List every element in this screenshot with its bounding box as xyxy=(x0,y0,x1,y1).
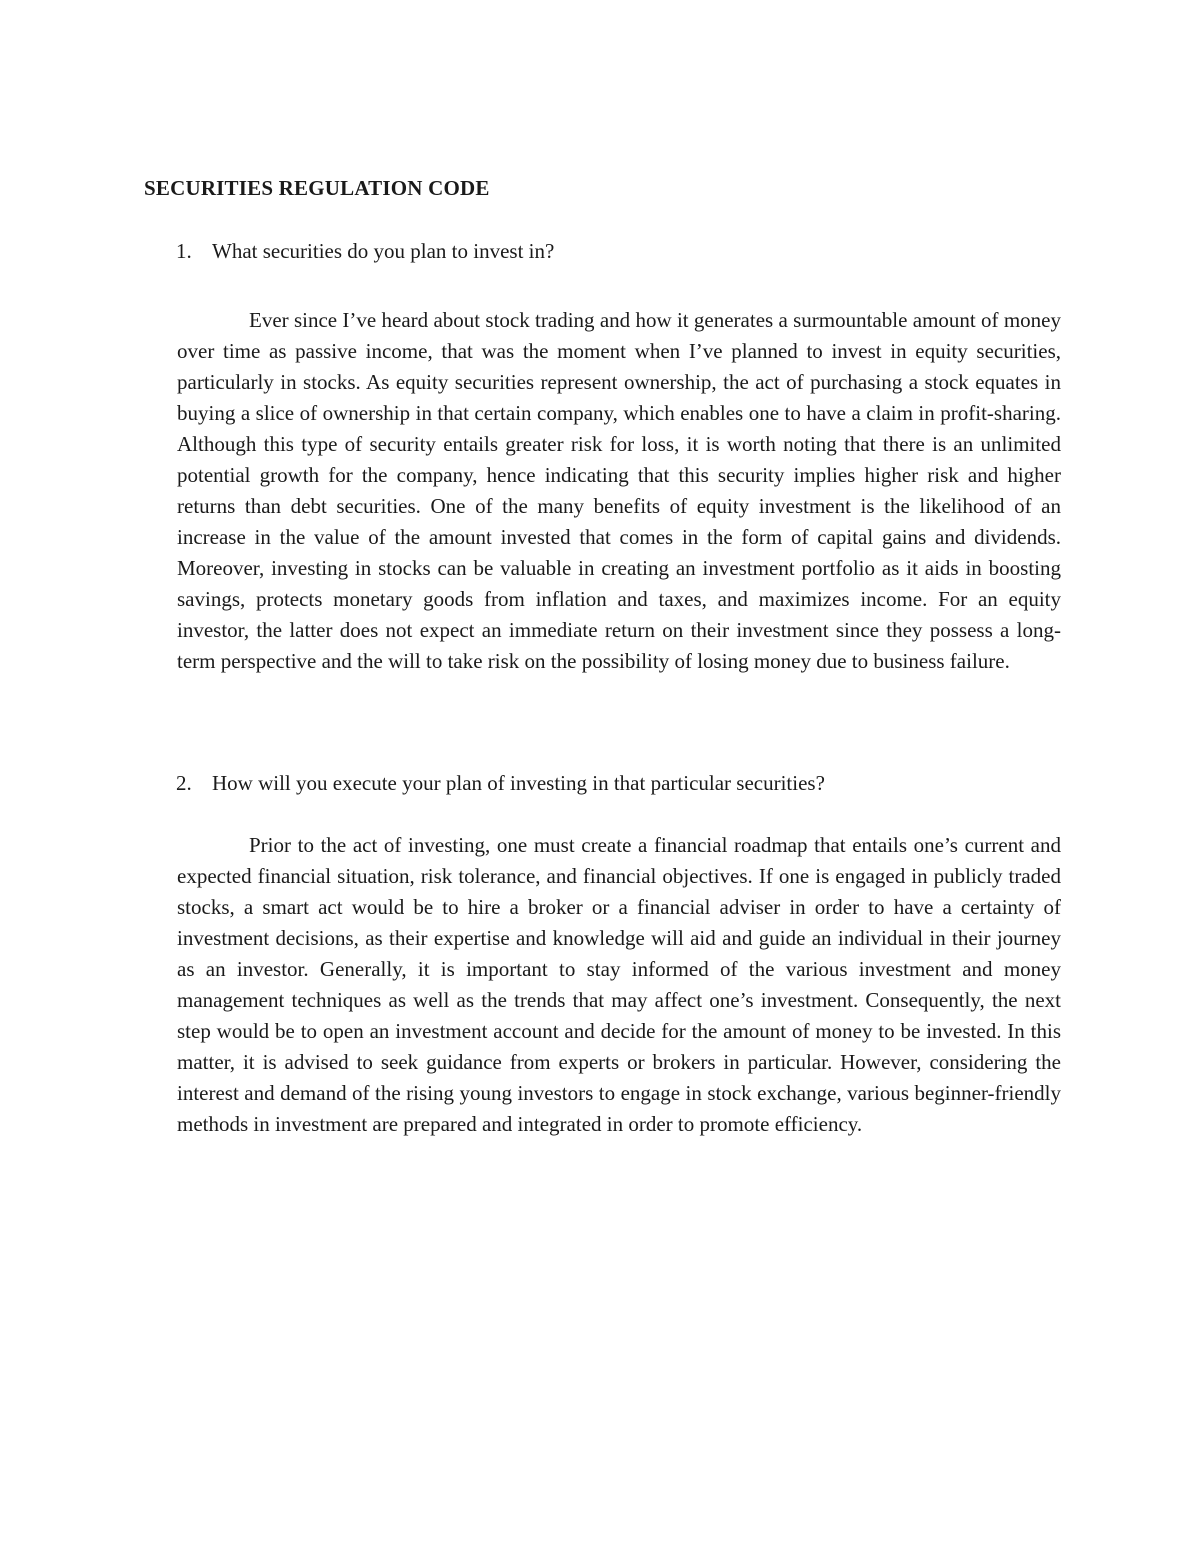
question-number: 2. xyxy=(176,771,192,795)
question-text: What securities do you plan to invest in? xyxy=(212,239,555,263)
answer-paragraph-1: Ever since I’ve heard about stock trading and how it generates a surmountable amount of money over time as passive income, that was the moment when I’ve planned to invest in equity securities, particularly in stocks. As equity securities represent ownership, the act of purchasing a stock equates in buying a slice of ownership in that certain company, which enables one to have a claim in profit-sharing. Although this type of security entails greater risk for loss, it is worth noting that there is an unlimited potential growth for the company, hence indicating that this security implies higher risk and higher returns than debt securities. One of the many benefits of equity investment is the likelihood of an increase in the value of the amount invested that comes in the form of capital gains and dividends. Moreover, investing in stocks can be valuable in creating an investment portfolio as it aids in boosting savings, protects monetary goods from inflation and taxes, and maximizes income. For an equity investor, the latter does not expect an immediate return on their investment since they possess a long-term perspective and the will to take risk on the possibility of losing money due to business failure. xyxy=(177,308,1061,673)
document-title: SECURITIES REGULATION CODE xyxy=(144,176,490,200)
answer-paragraph-2: Prior to the act of investing, one must create a financial roadmap that entails one’s current and expected financial situation, risk tolerance, and financial objectives. If one is engaged in publicly traded stocks, a smart act would be to hire a broker or a financial adviser in order to have a certainty of investment decisions, as their expertise and knowledge will aid and guide an individual in their journey as an investor. Generally, it is important to stay informed of the various investment and money management techniques as well as the trends that may affect one’s investment. Consequently, the next step would be to open an investment account and decide for the amount of money to be invested. In this matter, it is advised to seek guidance from experts or brokers in particular. However, considering the interest and demand of the rising young investors to engage in stock exchange, various beginner-friendly methods in investment are prepared and integrated in order to promote efficiency. xyxy=(177,833,1061,1136)
question-2 xyxy=(176,769,1066,797)
question-text: How will you execute your plan of investing in that particular securities? xyxy=(212,771,825,795)
question-number: 1. xyxy=(176,239,192,263)
question-1 xyxy=(176,237,1066,265)
